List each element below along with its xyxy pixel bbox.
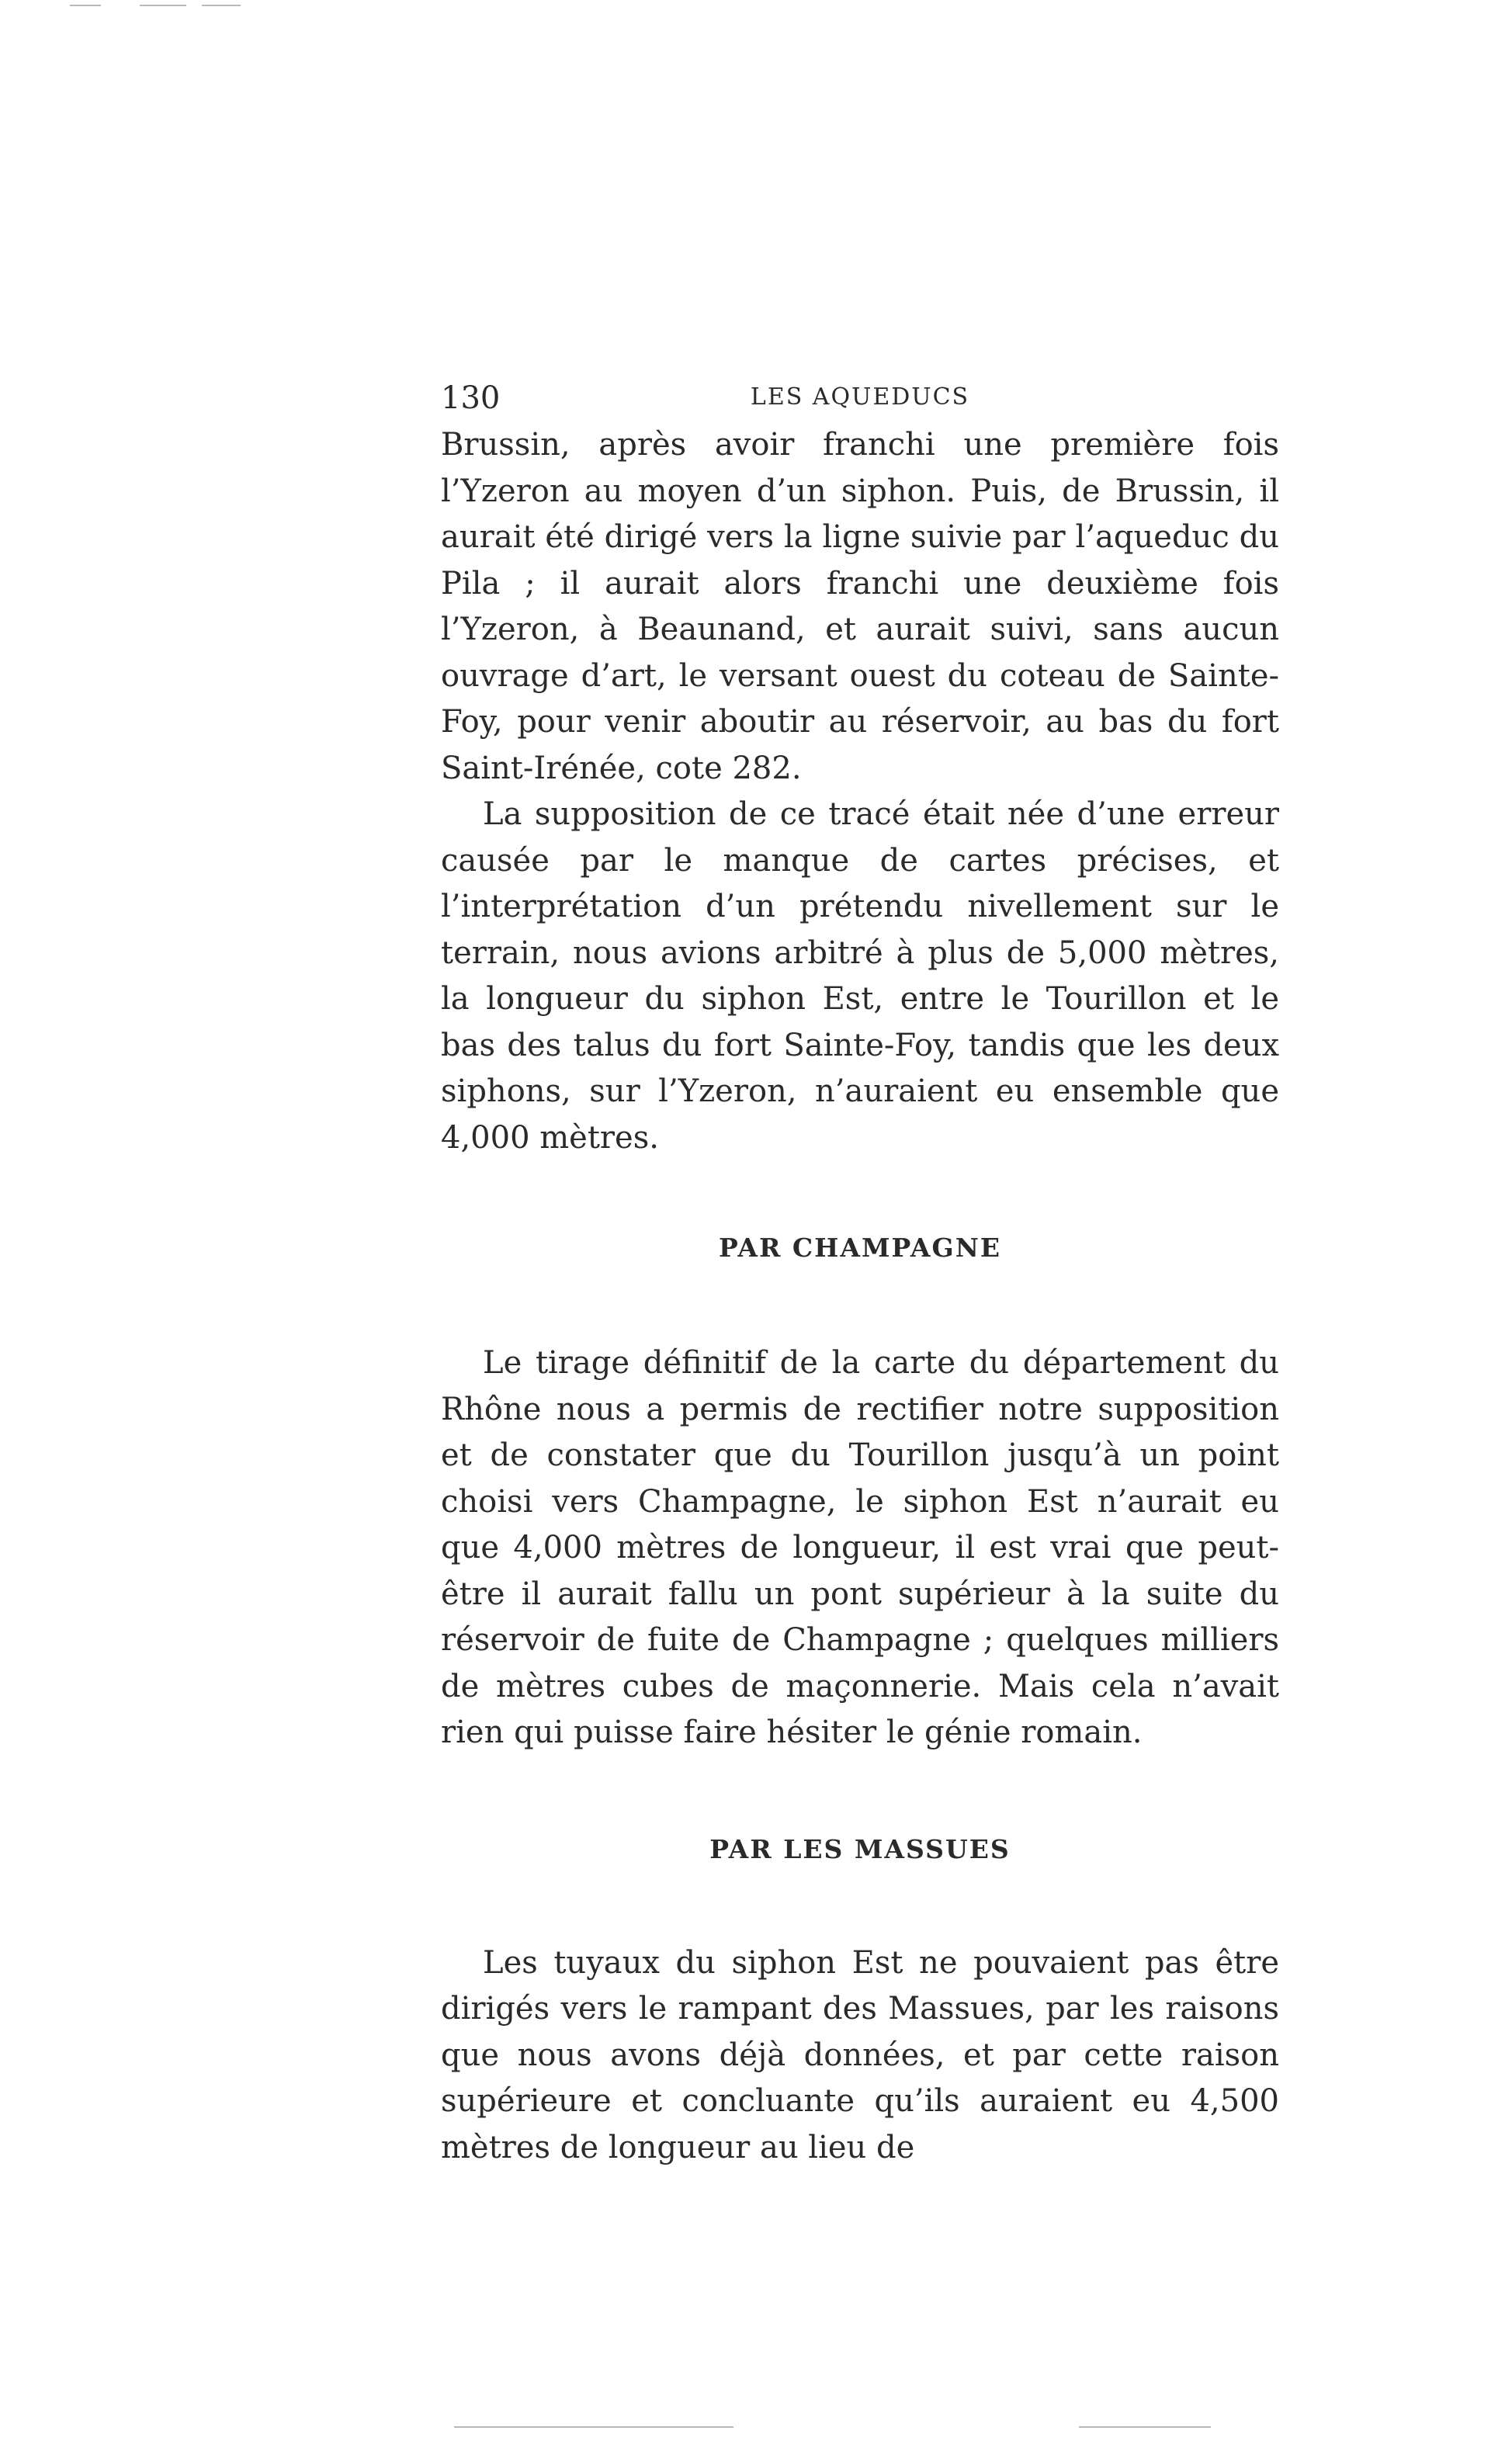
running-title: LES AQUEDUCS: [750, 383, 970, 411]
section-heading-par-les-massues: PAR LES MASSUES: [709, 1833, 1011, 1864]
book-page: [441, 379, 1279, 2171]
scan-edge-top-2: [140, 5, 186, 6]
scan-edge-top-1: [70, 5, 101, 6]
paragraph-1: Brussin, après avoir franchi une première fois l’Yzeron au moyen d’un siphon. Puis, de Brussin, il aurait été dirigé vers la ligne suivie par l’aqueduc du Pila ; il aurait alors franchi une deuxième fois l’Yzeron, à Beaunand, et aurait suivi, sans aucun ouvrage d’art, le versant ouest du coteau de Sainte-Foy, pour venir aboutir au réservoir, au bas du fort Saint-Irénée, cote 282.: [441, 427, 1279, 786]
running-head: [441, 379, 1279, 418]
paragraph-4: Les tuyaux du siphon Est ne pouvaient pas être dirigés vers le rampant des Massues, par les raisons que nous avons déjà données, et par cette raison supérieure et concluante qu’ils auraient eu 4,500 mètres de longueur au lieu de: [441, 1944, 1279, 2165]
paragraph-2: La supposition de ce tracé était née d’une erreur causée par le manque de cartes précises, et l’interprétation d’un prétendu nivellement sur le terrain, nous avions arbitré à plus de 5,000 mètres, la longueur du siphon Est, entre le Tourillon et le bas des talus du fort Sainte-Foy, tandis que les deux siphons, sur l’Yzeron, n’auraient eu ensemble que 4,000 mètres.: [441, 796, 1279, 1156]
section-heading-par-champagne: PAR CHAMPAGNE: [718, 1233, 1002, 1263]
scan-edge-bottom-2: [1079, 2426, 1211, 2428]
scan-edge-top-3: [202, 5, 241, 6]
page-number: 130: [441, 380, 501, 416]
paragraph-3: Le tirage définitif de la carte du département du Rhône nous a permis de rectifier notre supposition et de constater que du Tourillon jusqu’à un point choisi vers Champagne, le siphon Est n’aurait eu que 4,000 mètres de longueur, il est vrai que peut-être il aurait fallu un pont supérieur à la suite du réservoir de fuite de Champagne ; quelques milliers de mètres cubes de maçonnerie. Mais cela n’avait rien qui puisse faire hésiter le génie romain.: [441, 1345, 1279, 1750]
scan-edge-bottom-1: [454, 2426, 733, 2428]
